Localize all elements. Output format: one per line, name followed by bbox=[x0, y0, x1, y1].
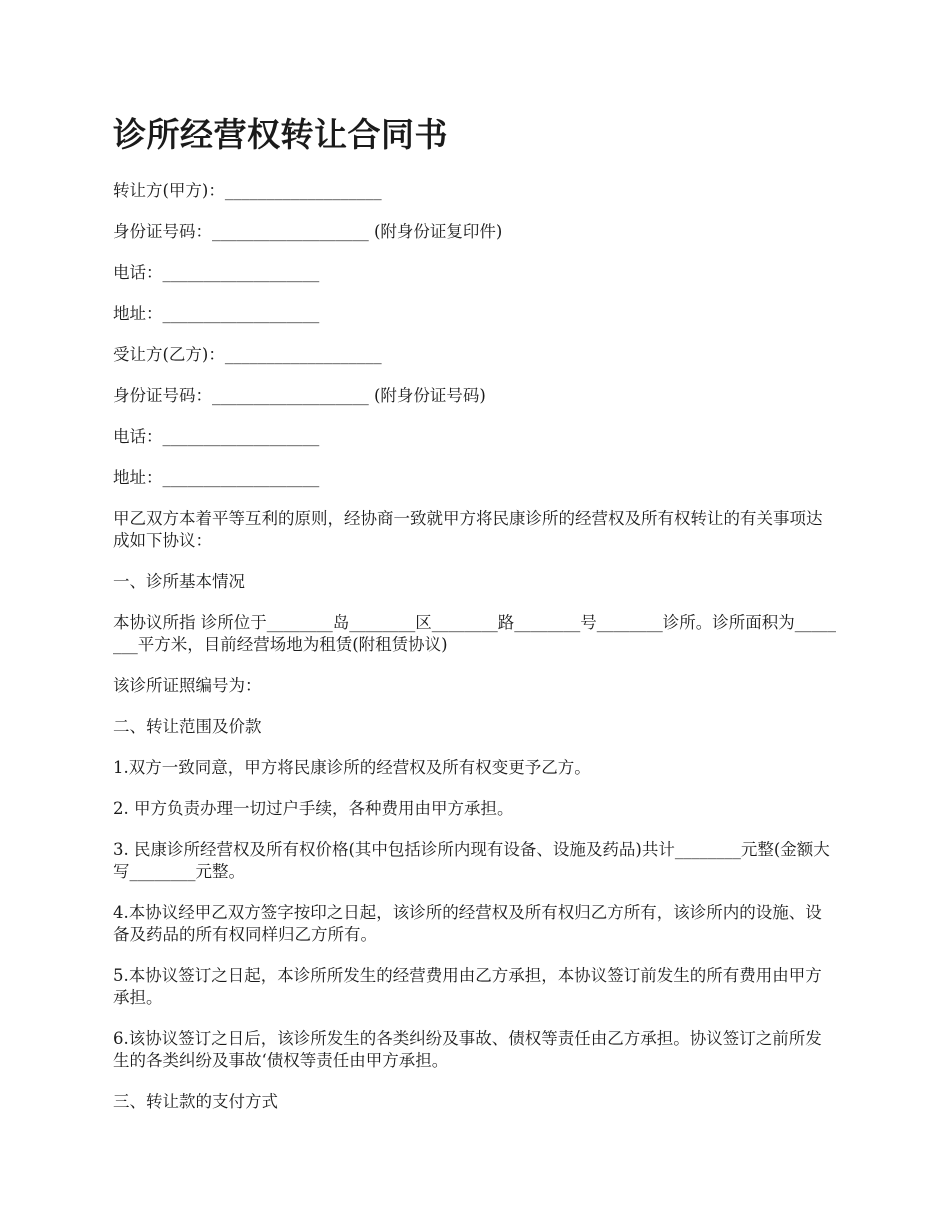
clause-4: 4.本协议经甲乙双方签字按印之日起，该诊所的经营权及所有权归乙方所有，该诊所内的设施、设备及药品的所有权同样归乙方所有。 bbox=[113, 903, 822, 944]
document-title: 诊所经营权转让合同书 bbox=[113, 115, 448, 154]
section-heading-2: 二、转让范围及价款 bbox=[113, 717, 262, 736]
transferor-id-field: 身份证号码：___________________ (附身份证复印件) bbox=[113, 222, 503, 241]
transferee-name-field: 受让方(乙方)：___________________ bbox=[113, 345, 382, 364]
clause-1: 1.双方一致同意，甲方将民康诊所的经营权及所有权变更予乙方。 bbox=[113, 758, 591, 777]
document-page bbox=[113, 112, 838, 1132]
transferee-id-field: 身份证号码：___________________ (附身份证号码) bbox=[113, 386, 486, 405]
section-heading-1: 一、诊所基本情况 bbox=[113, 572, 245, 591]
clinic-location-paragraph: 本协议所指 诊所位于________岛________区________路________号________诊所。诊所面积为________平方米，目前经营场地为租赁(附租赁协议) bbox=[113, 613, 836, 654]
transferor-phone-field: 电话：___________________ bbox=[113, 263, 320, 282]
clause-6: 6.该协议签订之日后，该诊所发生的各类纠纷及事故、债权等责任由乙方承担。协议签订之前所发生的各类纠纷及事故‘债权等责任由甲方承担。 bbox=[113, 1029, 822, 1070]
clause-3: 3. 民康诊所经营权及所有权价格(其中包括诊所内现有设备、设施及药品)共计________元整(金额大写________元整。 bbox=[113, 840, 830, 881]
clause-2: 2. 甲方负责办理一切过户手续，各种费用由甲方承担。 bbox=[113, 799, 514, 818]
transferor-address-field: 地址：___________________ bbox=[113, 304, 320, 323]
section-heading-3: 三、转让款的支付方式 bbox=[113, 1092, 278, 1111]
transferee-phone-field: 电话：___________________ bbox=[113, 427, 320, 446]
preamble-paragraph: 甲乙双方本着平等互利的原则，经协商一致就甲方将民康诊所的经营权及所有权转让的有关事项达成如下协议： bbox=[113, 509, 823, 550]
transferee-address-field: 地址：___________________ bbox=[113, 468, 320, 487]
transferor-name-field: 转让方(甲方)：___________________ bbox=[113, 181, 382, 200]
clause-5: 5.本协议签订之日起，本诊所所发生的经营费用由乙方承担，本协议签订前发生的所有费用由甲方承担。 bbox=[113, 966, 822, 1007]
license-number-paragraph: 该诊所证照编号为： bbox=[113, 676, 262, 695]
